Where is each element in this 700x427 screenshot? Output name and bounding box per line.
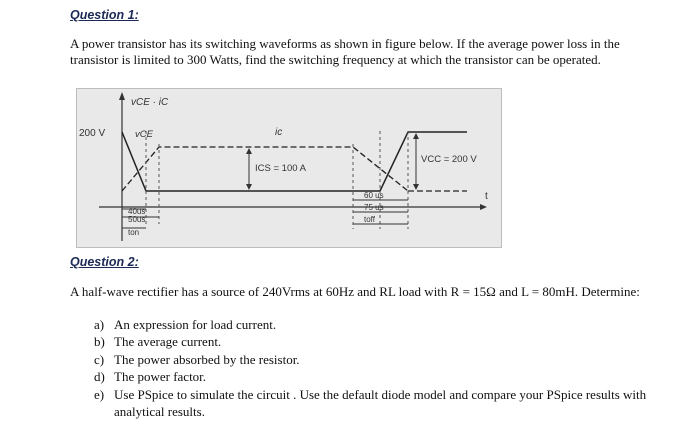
list-item xyxy=(94,351,654,368)
question-1-heading: Question 1: xyxy=(70,8,139,22)
vcc-arrow-top xyxy=(413,133,419,139)
t-label: t xyxy=(485,191,488,202)
switching-waveform-figure xyxy=(76,88,502,248)
item-marker: d) xyxy=(94,369,105,385)
vce-label: vCE xyxy=(135,129,153,140)
item-marker: b) xyxy=(94,334,105,350)
list-item xyxy=(94,368,654,385)
ics-arrow-bottom xyxy=(246,184,252,190)
on-40-label: 40us xyxy=(128,207,146,216)
ton-label: ton xyxy=(128,228,140,237)
list-item xyxy=(94,386,654,421)
question-2-heading: Question 2: xyxy=(70,255,139,269)
axis-label: vCE · iC xyxy=(131,97,169,108)
vce-waveform xyxy=(122,132,467,191)
off-60-label: 60 us xyxy=(364,191,384,200)
waveform-svg xyxy=(77,89,501,247)
y-level-label: 200 V xyxy=(79,128,106,139)
vcc-label: VCC = 200 V xyxy=(421,154,477,165)
y-axis-arrow xyxy=(119,92,125,100)
time-axis-arrow xyxy=(480,204,487,210)
list-item xyxy=(94,316,654,333)
item-marker: c) xyxy=(94,351,105,367)
list-item xyxy=(94,333,654,350)
item-text: The power absorbed by the resistor. xyxy=(114,351,300,367)
item-text: Use PSpice to simulate the circuit . Use the default diode model and compare your PSpice results with analytical results. xyxy=(114,386,647,420)
question-2-text: A half-wave rectifier has a source of 240Vrms at 60Hz and RL load with R = 15Ω and L = 80mH. Determine: xyxy=(70,284,640,299)
item-text: An expression for load current. xyxy=(114,317,277,332)
question-1-text: A power transistor has its switching waveforms as shown in figure below. If the average power loss in the transistor is limited to 300 Watts, find the switching frequency at which the transistor can be operated. xyxy=(70,36,620,67)
on-50-label: 50us xyxy=(128,215,146,224)
ics-arrow-top xyxy=(246,148,252,154)
item-marker: e) xyxy=(94,386,105,402)
ic-label: ic xyxy=(275,127,283,138)
item-text: The average current. xyxy=(114,334,222,350)
item-marker: a) xyxy=(94,317,105,332)
question-2-items xyxy=(94,316,654,420)
vcc-arrow-bottom xyxy=(413,184,419,190)
toff-label: toff xyxy=(364,215,375,224)
item-text: The power factor. xyxy=(114,369,207,385)
off-75-label: 75 us xyxy=(364,203,384,212)
ics-label: ICS = 100 A xyxy=(255,163,306,174)
